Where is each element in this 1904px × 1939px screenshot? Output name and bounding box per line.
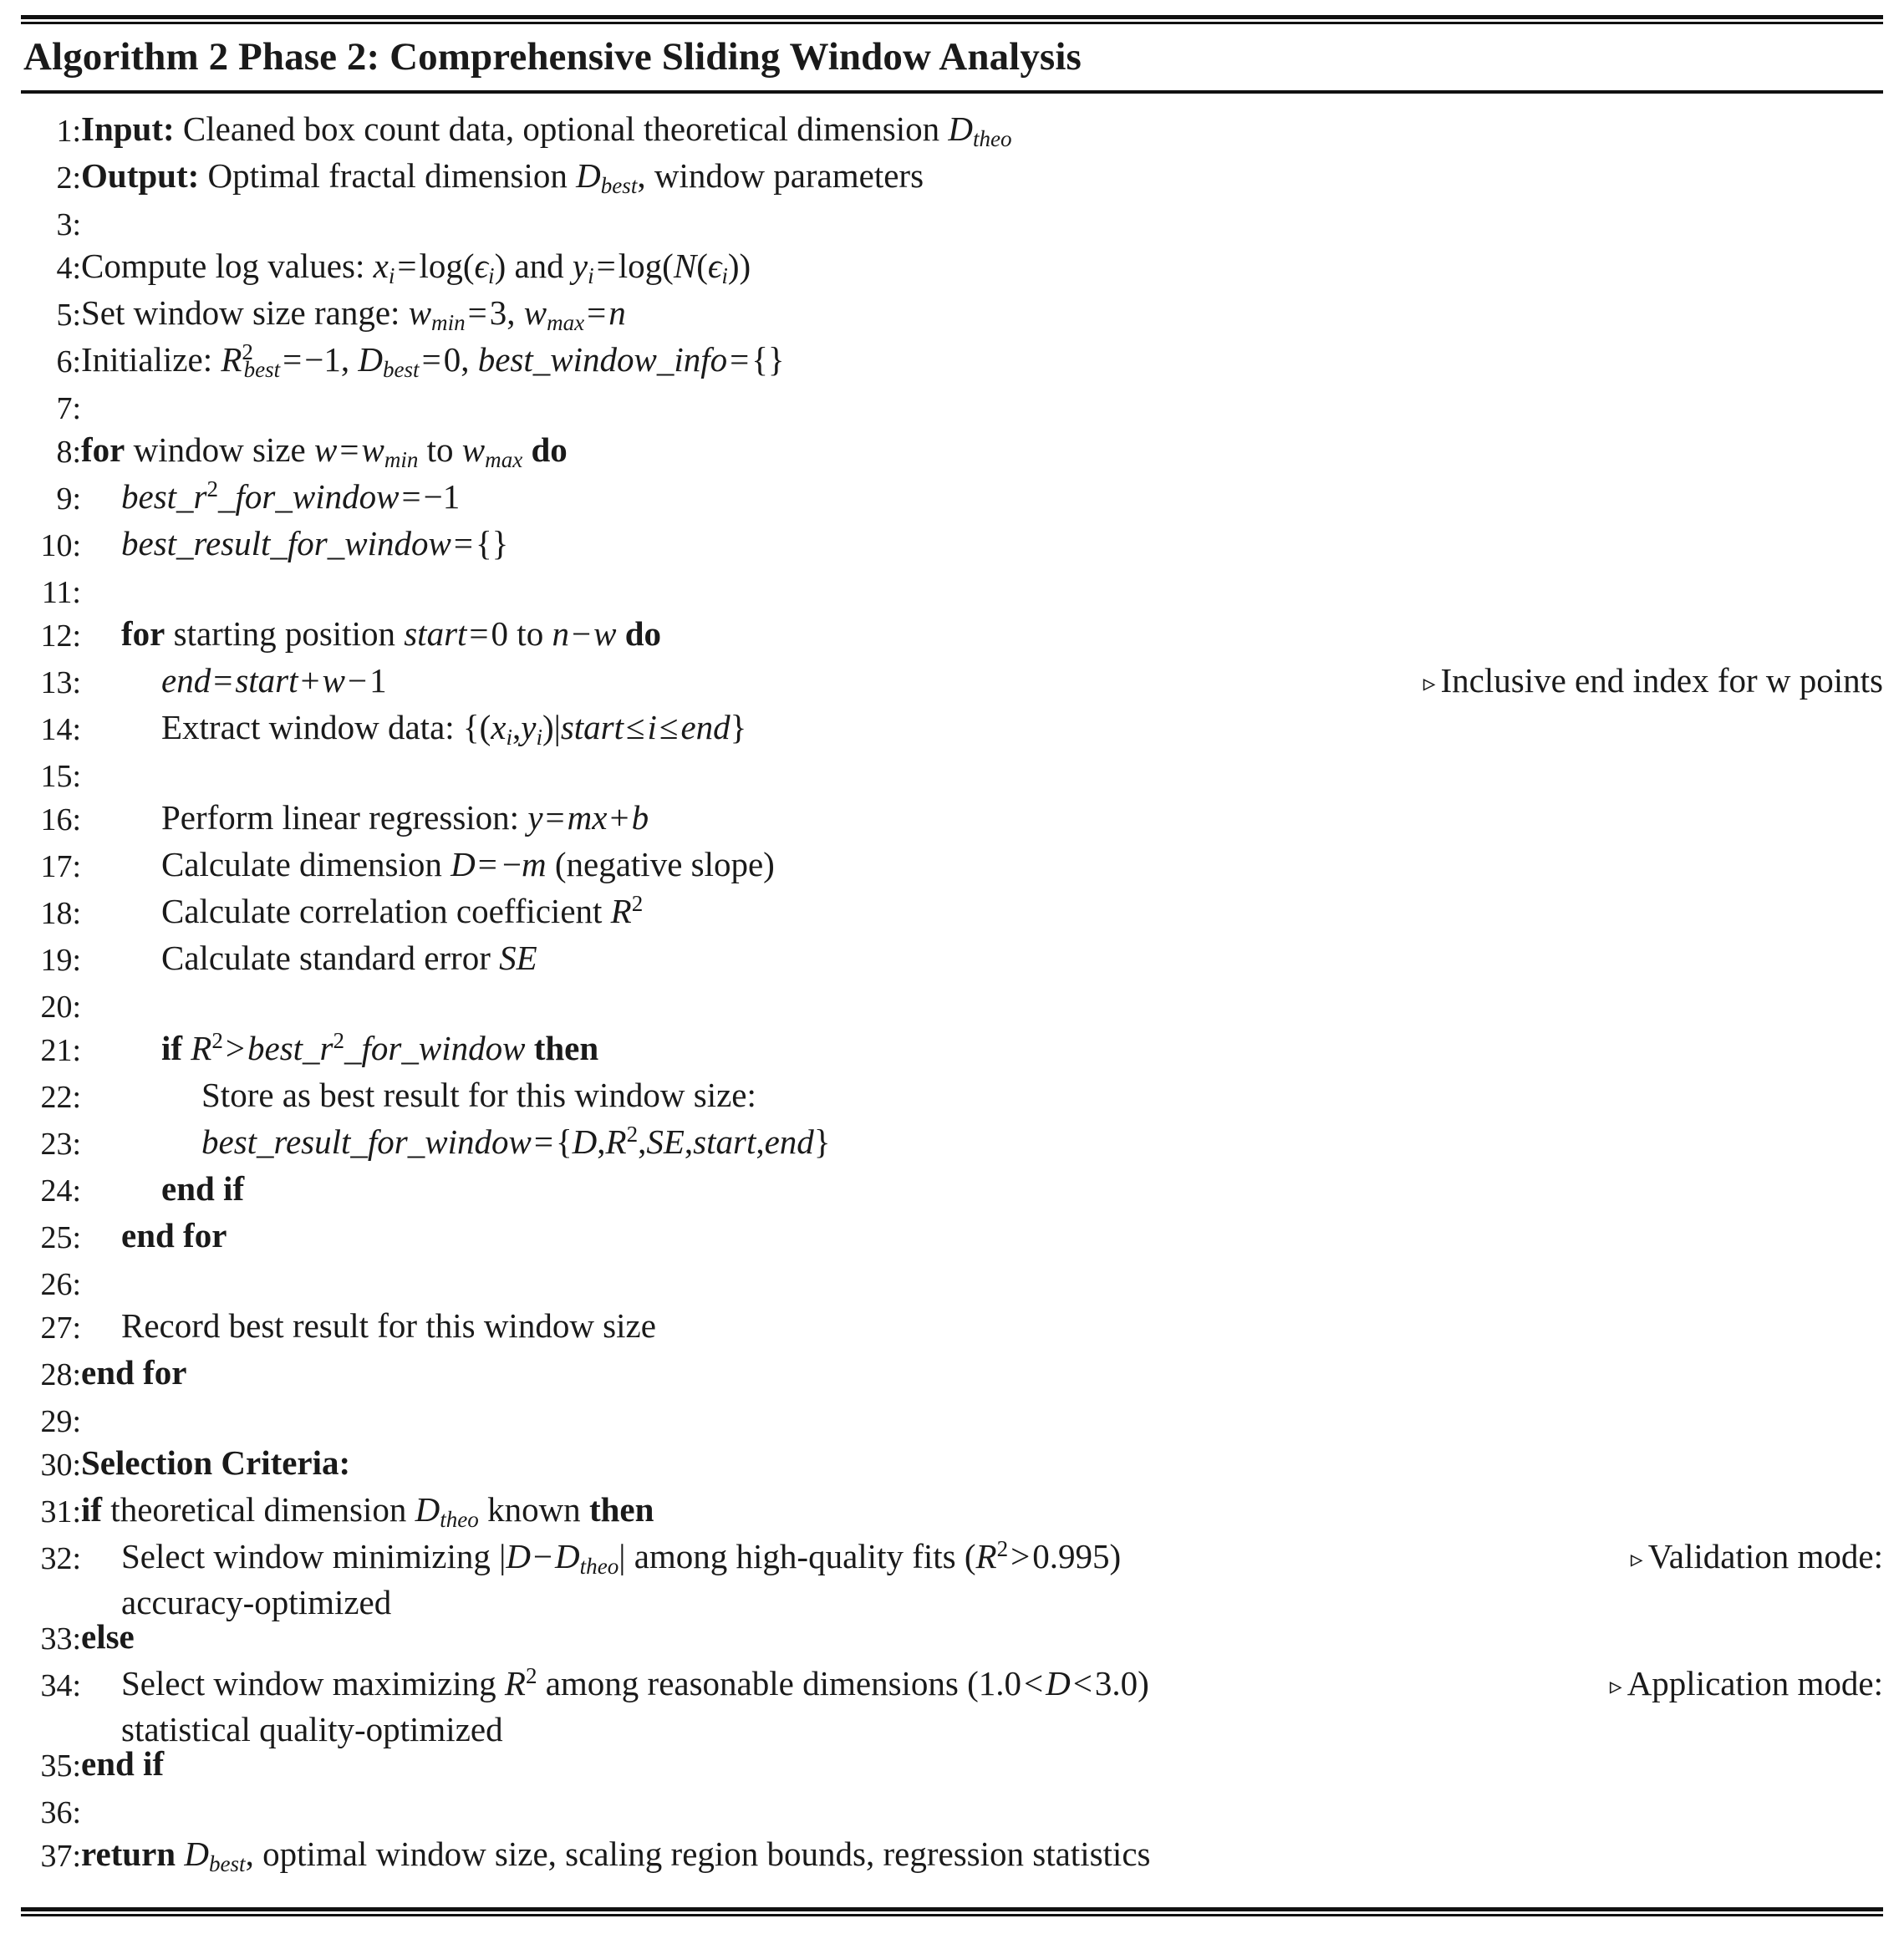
line-number: 7: bbox=[56, 391, 81, 427]
symbol-n: n bbox=[608, 293, 626, 333]
algorithm-step bbox=[21, 661, 1883, 710]
step-16-text: Perform linear regression: bbox=[161, 798, 520, 837]
math-y-i: $y_i$ bbox=[572, 247, 594, 289]
line-content bbox=[81, 1835, 1883, 1877]
algorithm-step bbox=[21, 476, 1883, 527]
value-empty-set-2: {} bbox=[475, 524, 509, 563]
step-31-text: theoretical dimension bbox=[110, 1490, 407, 1529]
keyword-do-2: do bbox=[624, 614, 661, 654]
line-content: Perform linear regression: y=mx+b bbox=[161, 798, 649, 837]
math-x-i-2: $x_i$ bbox=[491, 708, 512, 751]
line-number: 8: bbox=[56, 435, 81, 471]
algorithm-step bbox=[21, 430, 1883, 480]
keyword-if-2: if bbox=[81, 1490, 103, 1529]
keyword-if: if bbox=[161, 1029, 183, 1068]
rule-bottom bbox=[21, 1907, 1883, 1916]
id-best-window-info: best_window_info bbox=[477, 340, 728, 379]
triangle-marker-icon-3: ▹ bbox=[1609, 1672, 1622, 1700]
math-w-min: $w_{min}$ bbox=[408, 293, 466, 336]
line-number: 1: bbox=[56, 114, 81, 150]
algorithm-step bbox=[21, 1402, 1883, 1446]
algorithm-step bbox=[21, 1353, 1883, 1402]
value-neg1-2: −1 bbox=[423, 477, 461, 517]
line-content: best_result_for_window={} bbox=[121, 524, 509, 563]
algorithm-title: Algorithm 2 Phase 2: Comprehensive Sliding Window Analysis bbox=[23, 35, 1082, 79]
keyword-do: do bbox=[531, 430, 568, 470]
line-content: ▹ Validation mode: Select window minimizing $|D-D_{theo}|$ among high-quality fits $(R^2>0.995)$ accuracy-optimized bbox=[121, 1536, 1883, 1622]
math-x-i: $x_i$ bbox=[373, 247, 395, 289]
step-1-text: Cleaned box count data, optional theoretical dimension bbox=[182, 109, 940, 149]
step-37-tail: , optimal window size, scaling region bounds, regression statistics bbox=[245, 1835, 1151, 1874]
algorithm-step bbox=[21, 1306, 1883, 1356]
algorithm-step bbox=[21, 891, 1883, 941]
algorithm-step bbox=[21, 156, 1883, 206]
symbol-w: w bbox=[313, 430, 338, 470]
algorithm-step bbox=[21, 1078, 1883, 1125]
math-w-max-2: $w_{max}$ bbox=[461, 430, 523, 473]
line-number: 14: bbox=[40, 712, 81, 748]
keyword-for-2: for bbox=[121, 614, 165, 654]
line-number: 30: bbox=[40, 1448, 81, 1484]
math-R2-3: $R^2$ bbox=[605, 1122, 639, 1162]
algorithm-step bbox=[21, 524, 1883, 573]
line-content bbox=[81, 1306, 1883, 1346]
step-34-mid: among reasonable dimensions bbox=[545, 1664, 959, 1703]
value-10: 1.0 bbox=[978, 1664, 1022, 1703]
line-number: 37: bbox=[40, 1839, 81, 1875]
symbol-SE-2: SE bbox=[646, 1122, 685, 1162]
line-number: 6: bbox=[56, 344, 81, 380]
line-number: 28: bbox=[40, 1357, 81, 1393]
step-6-text: Initialize: bbox=[81, 340, 213, 379]
step-14-text: Extract window data: bbox=[161, 708, 455, 747]
step-27-text: Record best result for this window size bbox=[121, 1306, 656, 1346]
symbol-D-4: D bbox=[1046, 1664, 1071, 1703]
symbol-D-theo: $D_{theo}$ bbox=[948, 109, 1012, 152]
line-comment-validation-mode bbox=[1631, 1539, 1883, 1574]
line-number: 36: bbox=[40, 1795, 81, 1831]
comment-text: Inclusive end index for w points bbox=[1440, 661, 1883, 700]
line-number: 12: bbox=[40, 618, 81, 654]
line-number: 15: bbox=[40, 759, 81, 795]
keyword-return: return bbox=[81, 1835, 176, 1874]
line-number: 19: bbox=[40, 943, 81, 979]
line-number: 34: bbox=[40, 1668, 81, 1704]
line-content: for window size $w=w_{min}$ to $w_{max}$ do bbox=[81, 430, 568, 473]
value-30: 3.0 bbox=[1094, 1664, 1138, 1703]
algorithm-step bbox=[21, 1536, 1883, 1622]
line-content bbox=[81, 1744, 1883, 1784]
math-R2-4: $R^2$ bbox=[975, 1536, 1009, 1576]
line-number: 21: bbox=[40, 1033, 81, 1069]
algorithm-step bbox=[21, 109, 1883, 159]
line-content bbox=[81, 1076, 1883, 1115]
keyword-end-if: end if bbox=[161, 1169, 245, 1209]
id-end: end bbox=[161, 661, 211, 700]
symbol-x: x bbox=[592, 798, 608, 837]
symbol-m-2: m bbox=[522, 845, 547, 884]
id-best-r2-for-window-2: $best\_r^2\_for\_window$ bbox=[247, 1028, 526, 1068]
triangle-marker-icon-2: ▹ bbox=[1630, 1545, 1643, 1573]
keyword-then-2: then bbox=[588, 1490, 654, 1529]
keyword-then: then bbox=[533, 1029, 599, 1068]
math-w-max: $w_{max}$ bbox=[523, 293, 585, 336]
algorithm-step bbox=[21, 988, 1883, 1031]
line-content bbox=[81, 1353, 1883, 1392]
line-content bbox=[81, 891, 1883, 931]
line-number: 10: bbox=[40, 528, 81, 564]
algorithm-step bbox=[21, 206, 1883, 249]
value-neg1: −1 bbox=[304, 340, 341, 379]
symbol-epsilon-i-2: $\epsilon_i$ bbox=[707, 247, 728, 289]
line-number: 23: bbox=[40, 1127, 81, 1163]
line-content bbox=[81, 939, 1883, 978]
line-number: 2: bbox=[56, 160, 81, 196]
symbol-D: D bbox=[451, 845, 476, 884]
step-32-wrap: accuracy-optimized bbox=[121, 1583, 392, 1622]
line-number: 29: bbox=[40, 1404, 81, 1440]
line-number: 33: bbox=[40, 1621, 81, 1657]
fn-N: N bbox=[673, 247, 697, 286]
rule-top bbox=[21, 15, 1883, 24]
algorithm-step bbox=[21, 798, 1883, 847]
algorithm-step bbox=[21, 1490, 1883, 1539]
symbol-i: i bbox=[647, 708, 657, 747]
step-2-text: Optimal fractal dimension bbox=[207, 156, 568, 196]
id-end-2: end bbox=[680, 708, 731, 747]
math-R2: $R^2$ bbox=[610, 891, 644, 931]
algorithm-step bbox=[21, 614, 1883, 664]
line-content: Extract window data: $\{(x_i,y_i)|start\le i\le end\}$ bbox=[161, 708, 747, 751]
id-best-r2-for-window: $best\_r^2\_for\_window$ bbox=[121, 476, 400, 517]
symbol-epsilon-i: $\epsilon_i$ bbox=[474, 247, 495, 289]
algorithm-step bbox=[21, 757, 1883, 801]
id-start: start bbox=[404, 614, 467, 654]
step-34-wrap: statistical quality-optimized bbox=[121, 1710, 503, 1749]
symbol-y: y bbox=[527, 798, 543, 837]
line-number: 3: bbox=[56, 207, 81, 243]
line-number: 16: bbox=[40, 802, 81, 838]
line-number: 35: bbox=[40, 1748, 81, 1784]
id-best-result-for-window: best_result_for_window bbox=[121, 524, 451, 563]
line-number: 5: bbox=[56, 298, 81, 333]
line-number: 9: bbox=[56, 481, 81, 517]
line-comment-inclusive-end bbox=[1423, 661, 1883, 700]
value-0-2: 0 bbox=[491, 614, 509, 654]
line-number: 27: bbox=[40, 1310, 81, 1346]
algorithm-step bbox=[21, 1169, 1883, 1219]
line-content bbox=[81, 1216, 1883, 1255]
algorithm-step bbox=[21, 339, 1883, 389]
value-3: 3 bbox=[489, 293, 507, 333]
id-best-result-for-window-2: best_result_for_window bbox=[201, 1122, 532, 1162]
step-2-tail: , window parameters bbox=[637, 156, 924, 196]
line-number: 24: bbox=[40, 1173, 81, 1209]
algorithm-step bbox=[21, 1122, 1883, 1172]
line-content: ▹ Application mode: Select window maximizing $R^2$ among reasonable dimensions (1.0<D<3.0) statistical quality-optimized bbox=[121, 1663, 1883, 1749]
line-content: Initialize: $R^2_{best}=-1$, $D_{best}=0$, best_window_info={} bbox=[81, 339, 785, 383]
symbol-D-3: D bbox=[506, 1537, 531, 1576]
value-0995: 0.995 bbox=[1032, 1537, 1110, 1576]
math-D-best-2: $D_{best}$ bbox=[184, 1835, 246, 1877]
step-4-text: Compute log values: bbox=[81, 247, 365, 286]
id-start-4: start bbox=[693, 1122, 756, 1162]
comment-text-3: Application mode: bbox=[1627, 1664, 1883, 1703]
line-number: 26: bbox=[40, 1267, 81, 1303]
id-start-3: start bbox=[560, 708, 624, 747]
keyword-input: Input: bbox=[81, 109, 175, 149]
line-content bbox=[81, 1490, 1883, 1533]
symbol-D-best: $D_{best}$ bbox=[576, 156, 638, 199]
step-18-text: Calculate correlation coefficient bbox=[161, 892, 603, 931]
math-y-i-2: $y_i$ bbox=[521, 708, 542, 751]
line-content bbox=[81, 156, 1883, 199]
symbol-m: m bbox=[567, 798, 593, 837]
algorithm-step bbox=[21, 1794, 1883, 1837]
step-12-text: starting position bbox=[173, 614, 395, 654]
line-number: 11: bbox=[41, 575, 81, 611]
fn-log-2: log bbox=[618, 247, 663, 286]
triangle-marker-icon: ▹ bbox=[1423, 669, 1436, 697]
algorithm-lines bbox=[21, 94, 1883, 1889]
line-comment-application-mode bbox=[1609, 1664, 1883, 1703]
symbol-n-2: n bbox=[552, 614, 569, 654]
line-content: for starting position start=0 to n−w do bbox=[121, 614, 661, 654]
math-w-min-2: $w_{min}$ bbox=[361, 430, 419, 473]
math-R2-2: $R^2$ bbox=[191, 1028, 223, 1068]
algorithm-step bbox=[21, 573, 1883, 617]
keyword-else: else bbox=[81, 1617, 135, 1657]
fn-log: log bbox=[419, 247, 463, 286]
line-content bbox=[81, 1443, 1883, 1483]
math-R2-5: $R^2$ bbox=[504, 1663, 537, 1703]
step-17-tail: (negative slope) bbox=[554, 845, 775, 884]
symbol-w-3: w bbox=[322, 661, 346, 700]
symbol-b: b bbox=[631, 798, 649, 837]
keyword-end-for-2: end for bbox=[81, 1353, 187, 1392]
line-content bbox=[81, 1169, 1883, 1209]
line-content: $best\_r^2\_for\_window=-1$ bbox=[121, 476, 461, 517]
algorithm-step bbox=[21, 389, 1883, 433]
step-22-text: Store as best result for this window size: bbox=[201, 1076, 756, 1115]
step-12-to: to bbox=[517, 614, 544, 654]
algorithm-step bbox=[21, 710, 1883, 757]
keyword-for: for bbox=[81, 430, 125, 470]
algorithm-step bbox=[21, 1617, 1883, 1667]
step-8-to: to bbox=[426, 430, 454, 470]
line-number: 13: bbox=[40, 665, 81, 701]
keyword-output: Output: bbox=[81, 156, 200, 196]
math-D-theo-2: $D_{theo}$ bbox=[415, 1490, 479, 1533]
value-empty-set: {} bbox=[751, 340, 785, 379]
line-content: $best\_result\_for\_window=\{D,R^2,SE,start,end\}$ bbox=[201, 1122, 831, 1162]
math-R2-best: $R^2_{best}$ bbox=[221, 339, 281, 383]
step-31-known: known bbox=[487, 1490, 581, 1529]
line-content bbox=[81, 109, 1883, 152]
algorithm-step bbox=[21, 249, 1883, 296]
line-number: 18: bbox=[40, 896, 81, 932]
algorithm-step bbox=[21, 1837, 1883, 1884]
line-number: 20: bbox=[40, 990, 81, 1025]
algorithm-step bbox=[21, 1663, 1883, 1749]
keyword-end-if-2: end if bbox=[81, 1744, 165, 1784]
step-32-text: Select window minimizing bbox=[121, 1537, 491, 1576]
algorithm-step bbox=[21, 1028, 1883, 1078]
algorithm-step bbox=[21, 293, 1883, 343]
symbol-D-2: D bbox=[572, 1122, 598, 1162]
keyword-end-for: end for bbox=[121, 1216, 227, 1255]
line-number: 25: bbox=[40, 1220, 81, 1256]
step-19-text: Calculate standard error bbox=[161, 939, 491, 978]
id-start-2: start bbox=[235, 661, 298, 700]
step-32-mid: among high-quality fits bbox=[634, 1537, 956, 1576]
line-number: 17: bbox=[40, 849, 81, 885]
line-content: Set window size range: $w_{min}=3$, $w_{max}=n$ bbox=[81, 293, 626, 336]
line-content: Compute log values: $x_i=\log(\epsilon_i)$ and $y_i=\log(N(\epsilon_i))$ bbox=[81, 247, 751, 289]
line-number: 31: bbox=[40, 1494, 81, 1530]
id-end-3: end bbox=[764, 1122, 814, 1162]
algorithm-step bbox=[21, 1216, 1883, 1265]
step-5-text: Set window size range: bbox=[81, 293, 400, 333]
algorithm-block bbox=[0, 15, 1904, 1916]
line-number: 4: bbox=[56, 251, 81, 287]
comment-text-2: Validation mode: bbox=[1647, 1537, 1883, 1576]
line-content: if $R^2>best\_r^2\_for\_window$ then bbox=[161, 1028, 599, 1068]
math-D-theo-3: $D_{theo}$ bbox=[555, 1537, 619, 1580]
algorithm-step bbox=[21, 847, 1883, 894]
step-34-text: Select window maximizing bbox=[121, 1664, 496, 1703]
algorithm-step bbox=[21, 1744, 1883, 1794]
algorithm-step bbox=[21, 941, 1883, 988]
step-4-and: and bbox=[514, 247, 564, 286]
symbol-w-2: w bbox=[593, 614, 617, 654]
line-content: Calculate dimension D= −m (negative slope) bbox=[161, 845, 775, 884]
step-17-text: Calculate dimension bbox=[161, 845, 442, 884]
algorithm-step bbox=[21, 1265, 1883, 1309]
value-0: 0 bbox=[443, 340, 461, 379]
keyword-selection-criteria: Selection Criteria: bbox=[81, 1443, 351, 1483]
line-number: 32: bbox=[40, 1541, 81, 1577]
line-content bbox=[81, 1617, 1883, 1657]
line-content: end=start+w−1 ▹ Inclusive end index for w points bbox=[161, 661, 1883, 700]
line-number: 22: bbox=[40, 1080, 81, 1116]
symbol-SE: SE bbox=[499, 939, 537, 978]
algorithm-step bbox=[21, 1443, 1883, 1493]
step-8-text: window size bbox=[133, 430, 306, 470]
math-D-best: $D_{best}$ bbox=[358, 340, 420, 383]
